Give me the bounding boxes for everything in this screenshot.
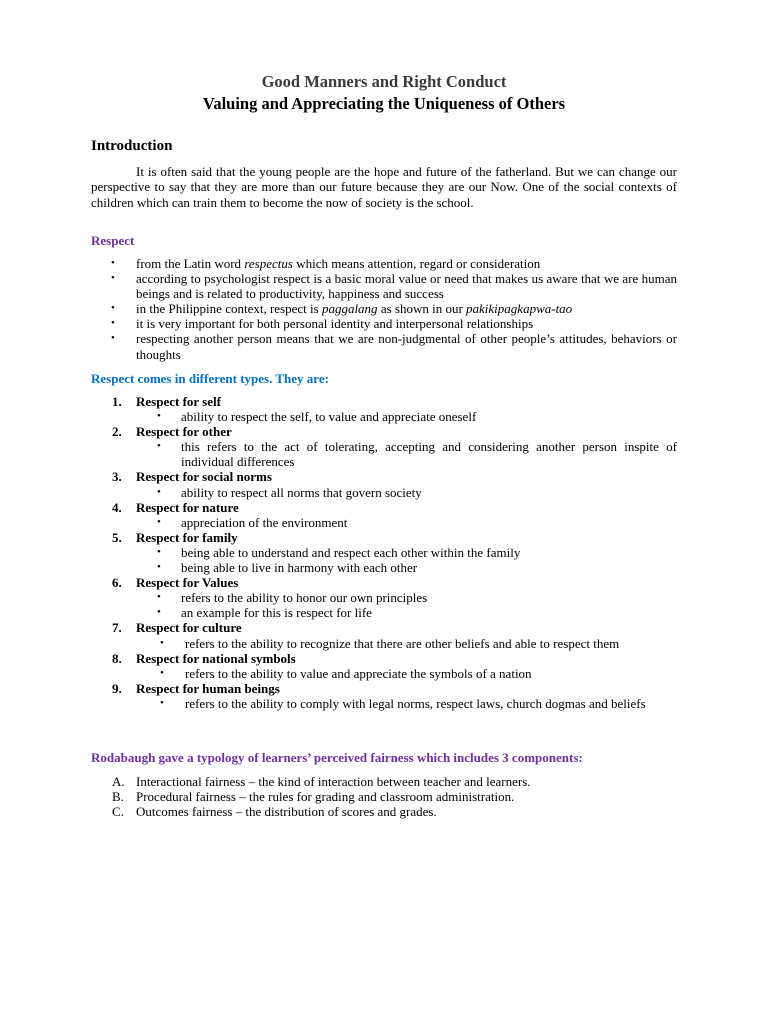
respect-type-label: Respect for nature bbox=[136, 499, 239, 515]
bullet-icon: • bbox=[111, 257, 115, 269]
respect-bullet-list bbox=[91, 256, 677, 362]
sub-bullet-text: refers to the ability to comply with legal norms, respect laws, church dogmas and beliefs bbox=[185, 695, 646, 711]
bullet-text: as shown in our bbox=[377, 301, 467, 317]
respect-type-item bbox=[91, 469, 677, 499]
list-letter: B. bbox=[112, 789, 124, 805]
sub-bullet-item bbox=[136, 560, 677, 575]
list-number: 5. bbox=[112, 529, 122, 545]
bullet-icon: • bbox=[111, 317, 115, 330]
introduction-paragraph: It is often said that the young people are the hope and future of the fatherland. But we can change our perspective to say that they are more than our future because they are our Now. One of the social contexts of children which can train them to become the now of society is the school. bbox=[91, 164, 677, 210]
fairness-text: Interactional fairness – the kind of interaction between teacher and learners. bbox=[136, 774, 531, 789]
respect-type-item bbox=[91, 575, 677, 620]
sub-bullet-item bbox=[136, 439, 677, 469]
sub-bullet-item bbox=[136, 696, 677, 711]
respect-type-item bbox=[91, 681, 677, 711]
respect-bullet-item bbox=[91, 331, 677, 361]
fairness-heading: Rodabaugh gave a typology of learners’ perceived fairness which includes 3 components: bbox=[91, 750, 583, 765]
sub-bullet-text: being able to live in harmony with each other bbox=[181, 560, 418, 576]
fairness-text: Outcomes fairness – the distribution of scores and grades. bbox=[136, 804, 437, 820]
respect-type-sublist bbox=[136, 636, 677, 651]
respect-type-item bbox=[91, 651, 677, 681]
bullet-icon: • bbox=[157, 485, 161, 498]
bullet-icon: • bbox=[157, 410, 161, 423]
respect-type-label: Respect for national symbols bbox=[136, 650, 296, 666]
document-subtitle: Valuing and Appreciating the Uniqueness of Others bbox=[202, 94, 566, 113]
respect-type-sublist bbox=[136, 439, 677, 469]
italic-term: pakikipagkapwa-tao bbox=[466, 301, 573, 317]
respect-type-sublist bbox=[136, 545, 677, 575]
fairness-text: Procedural fairness – the rules for grading and classroom administration. bbox=[136, 789, 515, 805]
list-number: 1. bbox=[112, 394, 122, 409]
list-number: 2. bbox=[112, 424, 122, 440]
sub-bullet-text: refers to the ability to recognize that there are other beliefs and able to respect them bbox=[185, 635, 620, 651]
fairness-item bbox=[91, 774, 677, 789]
respect-bullet-item bbox=[91, 301, 677, 316]
bullet-icon: • bbox=[157, 591, 161, 604]
sub-bullet-item bbox=[136, 545, 677, 560]
sub-bullet-item bbox=[136, 666, 677, 681]
sub-bullet-item bbox=[136, 485, 677, 500]
sub-bullet-text: refers to the ability to honor our own principles bbox=[181, 590, 428, 606]
bullet-icon: • bbox=[157, 561, 161, 574]
fairness-item bbox=[91, 789, 677, 804]
respect-type-item bbox=[91, 394, 677, 424]
respect-type-sublist bbox=[136, 485, 677, 500]
sub-bullet-text: refers to the ability to value and appreciate the symbols of a nation bbox=[185, 665, 532, 681]
sub-bullet-text: appreciation of the environment bbox=[181, 514, 348, 530]
list-letter: C. bbox=[112, 804, 124, 820]
fairness-components-list bbox=[91, 774, 677, 819]
bullet-icon: • bbox=[111, 272, 115, 285]
respect-bullet-item bbox=[91, 271, 677, 301]
respect-type-sublist bbox=[136, 666, 677, 681]
bullet-text: according to psychologist respect is a basic moral value or need that makes us aware that we are human beings and is related to productivity, happiness and success bbox=[136, 271, 677, 302]
respect-type-label: Respect for social norms bbox=[136, 469, 272, 485]
sub-bullet-item bbox=[136, 605, 677, 620]
bullet-text: respecting another person means that we are non-judgmental of other people’s attitudes, behaviors or thoughts bbox=[136, 331, 677, 362]
respect-type-sublist bbox=[136, 409, 677, 424]
respect-types-list bbox=[91, 394, 677, 711]
bullet-icon: • bbox=[160, 636, 164, 649]
respect-type-label: Respect for other bbox=[136, 424, 232, 440]
italic-term: respectus bbox=[244, 256, 293, 271]
respect-type-label: Respect for family bbox=[136, 529, 238, 545]
list-number: 4. bbox=[112, 499, 122, 515]
respect-type-label: Respect for culture bbox=[136, 620, 242, 636]
respect-type-sublist bbox=[136, 515, 677, 530]
list-number: 3. bbox=[112, 469, 122, 485]
respect-type-sublist bbox=[136, 696, 677, 711]
bullet-icon: • bbox=[160, 696, 164, 709]
respect-bullet-item bbox=[91, 256, 677, 271]
list-number: 9. bbox=[112, 680, 122, 696]
types-heading: Respect comes in different types. They are: bbox=[91, 371, 329, 386]
respect-type-item bbox=[91, 620, 677, 650]
sub-bullet-text: ability to respect the self, to value and appreciate oneself bbox=[181, 409, 477, 425]
respect-type-label: Respect for self bbox=[136, 394, 221, 409]
sub-bullet-text: ability to respect all norms that govern society bbox=[181, 484, 422, 500]
respect-type-item bbox=[91, 424, 677, 469]
sub-bullet-item bbox=[136, 636, 677, 651]
fairness-item bbox=[91, 804, 677, 819]
respect-type-label: Respect for Values bbox=[136, 575, 239, 591]
sub-bullet-item bbox=[136, 515, 677, 530]
sub-bullet-text: being able to understand and respect each other within the family bbox=[181, 544, 521, 560]
list-number: 6. bbox=[112, 575, 122, 591]
bullet-text: from the Latin word bbox=[136, 256, 245, 271]
sub-bullet-item bbox=[136, 409, 677, 424]
respect-type-sublist bbox=[136, 590, 677, 620]
sub-bullet-item bbox=[136, 590, 677, 605]
bullet-text: it is very important for both personal identity and interpersonal relationships bbox=[136, 316, 534, 332]
respect-type-item bbox=[91, 530, 677, 575]
list-number: 7. bbox=[112, 620, 122, 636]
italic-term: paggalang bbox=[321, 301, 378, 317]
document-title: Good Manners and Right Conduct bbox=[261, 72, 507, 91]
bullet-text: which means attention, regard or consideration bbox=[292, 256, 541, 271]
sub-bullet-text: an example for this is respect for life bbox=[181, 605, 372, 621]
respect-bullet-item bbox=[91, 316, 677, 331]
introduction-heading: Introduction bbox=[91, 138, 173, 154]
list-letter: A. bbox=[112, 774, 125, 789]
respect-heading: Respect bbox=[91, 233, 135, 248]
bullet-icon: • bbox=[111, 302, 115, 315]
bullet-icon: • bbox=[111, 332, 115, 345]
bullet-icon: • bbox=[157, 515, 161, 528]
bullet-icon: • bbox=[157, 606, 161, 619]
respect-type-item bbox=[91, 500, 677, 530]
sub-bullet-text: this refers to the act of tolerating, accepting and considering another person inspite of individual differences bbox=[181, 439, 677, 470]
bullet-icon: • bbox=[160, 666, 164, 679]
bullet-icon: • bbox=[157, 440, 161, 453]
respect-type-label: Respect for human beings bbox=[136, 680, 280, 696]
bullet-icon: • bbox=[157, 545, 161, 558]
bullet-text: in the Philippine context, respect is bbox=[136, 301, 322, 317]
list-number: 8. bbox=[112, 650, 122, 666]
